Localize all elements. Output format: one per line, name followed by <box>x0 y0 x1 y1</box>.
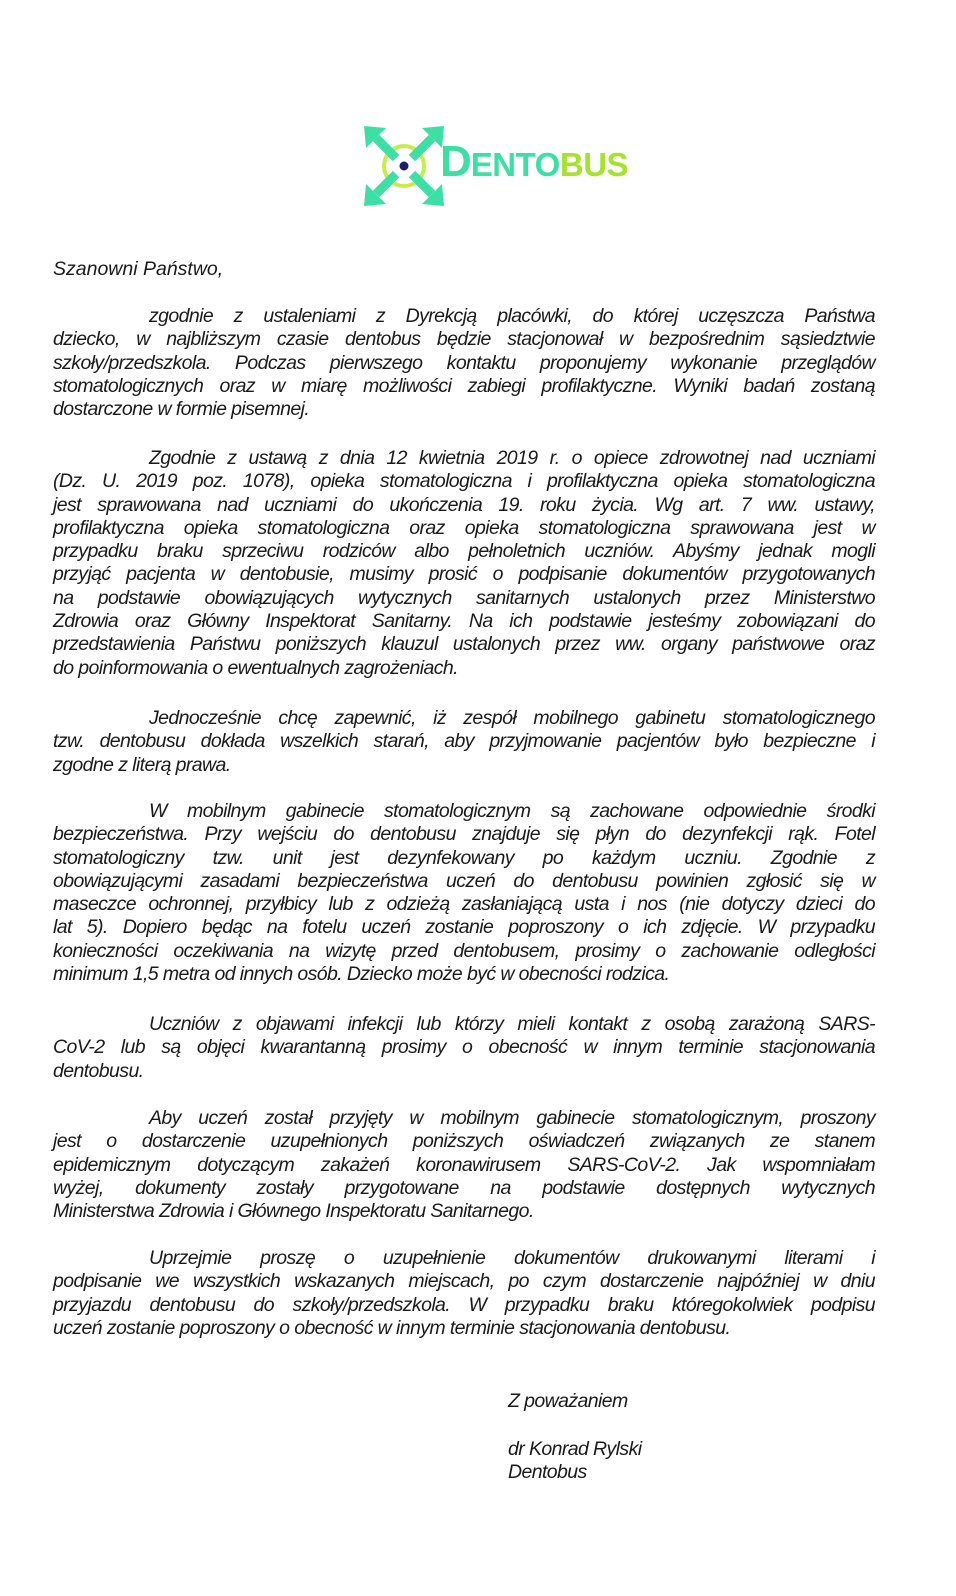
text-line: przyjazdu dentobusu do szkoły/przedszkola. W przypadku braku któregokolwiek podpisu <box>53 1293 875 1316</box>
text-line: zgodne z literą prawa. <box>53 753 231 776</box>
text-line: stomatologicznych oraz w miarę możliwości zabiegi profilaktyczne. Wyniki badań zostaną <box>53 374 875 397</box>
text-line: uczeń zostanie poproszony o obecność w innym terminie stacjonowania dentobusu. <box>53 1316 731 1339</box>
text-line: Zgodnie z ustawą z dnia 12 kwietnia 2019 r. o opiece zdrowotnej nad uczniami <box>149 447 875 469</box>
paragraph-5 <box>53 1013 875 1083</box>
brand-letter-d: D <box>440 137 471 186</box>
text-line: zgodnie z ustaleniami z Dyrekcją placówki, do której uczęszcza Państwa <box>149 305 875 327</box>
text-line: tzw. dentobusu dokłada wszelkich starań, aby przyjmowanie pacjentów było bezpieczne i <box>53 730 875 753</box>
closing-regards: Z poważaniem <box>508 1390 628 1412</box>
text-line: Zdrowia oraz Główny Inspektorat Sanitarny. Na ich podstawie jesteśmy zobowiązani do <box>53 610 875 633</box>
text-line: dziecko, w najbliższym czasie dentobus będzie stacjonował w bezpośrednim sąsiedztwie <box>53 328 875 351</box>
text-line: lat 5). Dopiero będąc na fotelu uczeń zostanie poproszony o ich zdjęcie. W przypadku <box>53 916 875 939</box>
text-line: epidemicznym dotyczącym zakażeń koronawirusem SARS-CoV-2. Jak wspomniałam <box>53 1153 875 1176</box>
text-line: jest sprawowana nad uczniami do ukończenia 19. roku życia. Wg art. 7 ww. ustawy, <box>53 493 875 516</box>
brand-wordmark <box>440 137 629 186</box>
text-line: Ministerstwa Zdrowia i Głównego Inspektoratu Sanitarnego. <box>53 1200 534 1223</box>
paragraph-2 <box>53 447 875 680</box>
arrows-target-icon <box>362 126 446 206</box>
text-line: Jednocześnie chcę zapewnić, iż zespół mobilnego gabinetu stomatologicznego <box>149 707 875 729</box>
text-line: na podstawie obowiązujących wytycznych sanitarnych ustalonych przez Ministerstwo <box>53 586 875 609</box>
text-line: przypadku braku sprzeciwu rodziców albo pełnoletnich uczniów. Abyśmy jednak mogli <box>53 540 875 563</box>
brand-ento: ENTO <box>470 146 560 183</box>
signatory-organization: Dentobus <box>508 1461 587 1483</box>
brand-bus: BUS <box>559 146 629 183</box>
text-line: obowiązującymi zasadami bezpieczeństwa uczeń do dentobusu powinien zgłosić się w <box>53 869 875 892</box>
paragraph-4 <box>53 800 875 986</box>
text-line: Uczniów z objawami infekcji lub którzy mieli kontakt z osobą zarażoną SARS- <box>149 1013 875 1035</box>
dentobus-logo <box>362 126 652 206</box>
text-line: podpisanie we wszystkich wskazanych miejscach, po czym dostarczenie najpóźniej w dniu <box>53 1270 875 1293</box>
signatory-name: dr Konrad Rylski <box>508 1438 642 1460</box>
text-line: profilaktyczna opieka stomatologiczna oraz opieka stomatologiczna sprawowana jest w <box>53 516 875 539</box>
text-line: (Dz. U. 2019 poz. 1078), opieka stomatologiczna i profilaktyczna opieka stomatologiczna <box>53 470 875 493</box>
text-line: maseczce ochronnej, przyłbicy lub z odzieżą zasłaniającą usta i nos (nie dotyczy dzieci do <box>53 893 875 916</box>
text-line: szkoły/przedszkola. Podczas pierwszego kontaktu proponujemy wykonanie przeglądów <box>53 351 875 374</box>
paragraph-6 <box>53 1107 875 1223</box>
salutation: Szanowni Państwo, <box>53 258 224 280</box>
text-line: wyżej, dokumenty zostały przygotowane na podstawie dostępnych wytycznych <box>53 1176 875 1199</box>
text-line: do poinformowania o ewentualnych zagrożeniach. <box>53 656 458 679</box>
text-line: W mobilnym gabinecie stomatologicznym są zachowane odpowiednie środki <box>149 800 875 822</box>
text-line: jest o dostarczenie uzupełnionych poniższych oświadczeń związanych ze stanem <box>53 1130 875 1153</box>
text-line: bezpieczeństwa. Przy wejściu do dentobusu znajduje się płyn do dezynfekcji rąk. Fotel <box>53 823 875 846</box>
text-line: CoV-2 lub są objęci kwarantanną prosimy o obecność w innym terminie stacjonowania <box>53 1036 875 1059</box>
text-line: Uprzejmie proszę o uzupełnienie dokumentów drukowanymi literami i <box>149 1247 875 1269</box>
paragraph-7 <box>53 1247 875 1340</box>
text-line: przedstawienia Państwu poniższych klauzul ustalonych przez ww. organy państwowe oraz <box>53 633 875 656</box>
paragraph-3 <box>53 707 875 777</box>
text-line: minimum 1,5 metra od innych osób. Dziecko może być w obecności rodzica. <box>53 963 670 986</box>
text-line: przyjąć pacjenta w dentobusie, musimy prosić o podpisanie dokumentów przygotowanych <box>53 563 875 586</box>
text-line: stomatologiczny tzw. unit jest dezynfekowany po każdym uczniu. Zgodnie z <box>53 846 875 869</box>
paragraph-1 <box>53 305 875 421</box>
text-line: Aby uczeń został przyjęty w mobilnym gabinecie stomatologicznym, proszony <box>149 1107 875 1129</box>
text-line: dentobusu. <box>53 1059 144 1082</box>
text-line: konieczności oczekiwania na wizytę przed dentobusem, prosimy o zachowanie odległości <box>53 939 875 962</box>
text-line: dostarczone w formie pisemnej. <box>53 398 310 421</box>
